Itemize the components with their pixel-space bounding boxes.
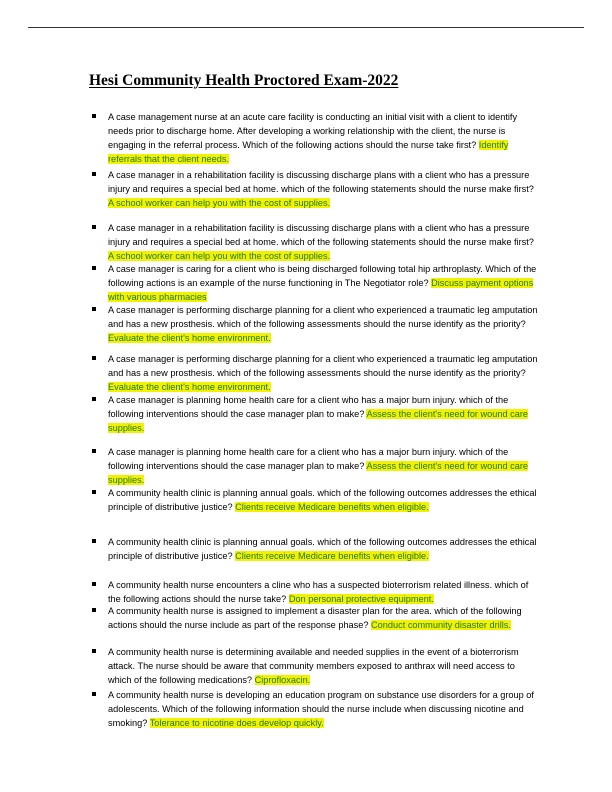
question-text: A case management nurse at an acute care facility is conducting an initial visit with a client to identify needs prior to discharge home. After developing a working relationship with the client, the nurse is engaging in the referral process. Which of the following actions should the nurse take first? [108, 112, 518, 150]
question-item [108, 445, 540, 487]
question-answer: Clients receive Medicare benefits when eligible. [235, 551, 429, 561]
question-answer: Identify referrals that the client needs. [108, 140, 509, 164]
question-text: A case manager in a rehabilitation facility is discussing discharge plans with a client who has a pressure injury and requires a special bed at home. which of the following statements should the nurse make first? [108, 170, 534, 194]
question-text: A case manager is planning home health care for a client who has a major burn injury. which of the following interventions should the case manager plan to make? [108, 447, 509, 471]
question-answer: Assess the client's need for wound care supplies. [108, 409, 529, 433]
question-item [108, 645, 540, 687]
question-item [108, 221, 540, 263]
question-item [108, 578, 540, 606]
question-item [108, 168, 540, 210]
question-answer: Assess the client's need for wound care supplies. [108, 461, 529, 485]
question-text: A case manager in a rehabilitation facility is discussing discharge plans with a client who has a pressure injury and requires a special bed at home. which of the following statements should the nurse make first? [108, 223, 534, 247]
question-answer: Conduct community disaster drills. [371, 620, 511, 630]
question-item [108, 352, 540, 394]
question-answer: Discuss payment options with various pharmacies [108, 278, 534, 302]
question-answer: Ciprofloxacin. [254, 675, 311, 685]
question-item [108, 486, 540, 514]
question-answer: Tolerance to nicotine does develop quickly. [149, 718, 324, 728]
question-text: A community health nurse is determining available and needed supplies in the event of a bioterrorism attack. The nurse should be aware that community members exposed to anthrax will need access to which of the following medications? [108, 647, 519, 685]
question-text: A case manager is performing discharge planning for a client who experienced a traumatic leg amputation and has a new prosthesis. which of the following assessments should the nurse identify as the priority? [108, 354, 538, 378]
question-item [108, 303, 540, 345]
question-text: A case manager is planning home health care for a client who has a major burn injury. which of the following interventions should the case manager plan to make? [108, 395, 509, 419]
question-answer: A school worker can help you with the cost of supplies. [108, 198, 331, 208]
question-text: A community health nurse is developing an education program on substance use disorders for a group of adolescents. Which of the following information should the nurse include when discussing nicotine and smoking? [108, 690, 534, 728]
question-text: A case manager is performing discharge planning for a client who experienced a traumatic leg amputation and has a new prosthesis. which of the following assessments should the nurse identify as the priority? [108, 305, 538, 329]
question-answer: Evaluate the client's home environment. [108, 333, 271, 343]
question-item [108, 535, 540, 563]
question-item [108, 604, 540, 632]
question-answer: Evaluate the client's home environment. [108, 382, 271, 392]
question-text: A community health clinic is planning annual goals. which of the following outcomes addresses the ethical principle of distributive justice? [108, 537, 537, 561]
question-answer: A school worker can help you with the cost of supplies. [108, 251, 331, 261]
question-answer: Clients receive Medicare benefits when eligible. [235, 502, 429, 512]
question-answer: Don personal protective equipment. [288, 594, 434, 604]
question-text: A community health clinic is planning annual goals. which of the following outcomes addresses the ethical principle of distributive justice? [108, 488, 537, 512]
header-rule [28, 27, 584, 28]
question-text: A community health nurse encounters a cline who has a suspected bioterrorism related illness. which of the following actions should the nurse take? [108, 580, 529, 604]
question-item [108, 110, 540, 166]
question-item [108, 688, 540, 730]
question-item [108, 262, 540, 304]
page-title: Hesi Community Health Proctored Exam-2022 [89, 72, 399, 89]
question-item [108, 393, 540, 435]
question-text: A case manager is caring for a client who is being discharged following total hip arthroplasty. Which of the following actions is an example of the nurse functioning in The Negotiator role? [108, 264, 537, 288]
question-text: A community health nurse is assigned to implement a disaster plan for the area. which of the following actions should the nurse include as part of the response phase? [108, 606, 522, 630]
